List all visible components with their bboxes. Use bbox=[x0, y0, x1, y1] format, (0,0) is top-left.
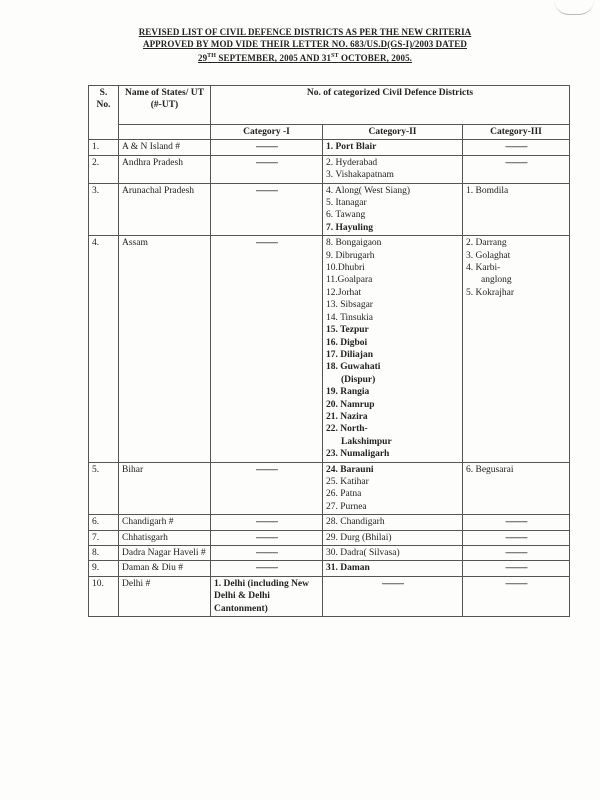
cell-category-1: 1. Delhi (including New Delhi & Delhi Cantonment) bbox=[211, 576, 323, 616]
cell-sno: 7. bbox=[89, 530, 119, 545]
list-item: 24. Barauni bbox=[326, 464, 374, 475]
list-item: 18. Guwahati bbox=[326, 362, 381, 373]
list-item: 21. Nazira bbox=[326, 411, 368, 422]
list-item: 11.Goalpara bbox=[326, 275, 373, 286]
list-item: 27. Purnea bbox=[326, 501, 367, 512]
table-row bbox=[89, 140, 570, 155]
document-title bbox=[90, 26, 520, 64]
list-item: ---------- bbox=[505, 157, 527, 168]
list-item: 2. Darrang bbox=[466, 238, 507, 249]
cell-sno: 8. bbox=[89, 546, 119, 561]
list-item: 3. Vishakapatnam bbox=[326, 170, 394, 181]
cell-state: Bihar bbox=[119, 462, 211, 515]
cell-state: Assam bbox=[119, 236, 211, 462]
cell-sno: 6. bbox=[89, 515, 119, 530]
list-item: ---------- bbox=[505, 532, 527, 543]
table-row bbox=[89, 546, 570, 561]
list-item: 8. Bongaigaon bbox=[326, 238, 382, 249]
cell-category-3 bbox=[463, 155, 570, 183]
list-item: 2. Hyderabad bbox=[326, 157, 378, 168]
cell-category-1: ---------- bbox=[211, 155, 323, 183]
table-row bbox=[89, 155, 570, 183]
cell-category-2 bbox=[323, 515, 463, 530]
header-cat1: Category -I bbox=[211, 125, 323, 140]
list-item: 5. Kokrajhar bbox=[466, 287, 515, 298]
cell-sno: 5. bbox=[89, 462, 119, 515]
corner-scribble bbox=[554, 0, 594, 15]
list-item: 28. Chandigarh bbox=[326, 517, 385, 528]
cell-category-2 bbox=[323, 236, 463, 462]
table-row bbox=[89, 530, 570, 545]
list-item: 7. Hayuling bbox=[326, 222, 373, 233]
cell-category-3 bbox=[463, 462, 570, 515]
list-item: 5. Itanagar bbox=[326, 198, 367, 209]
list-item: (Dispur) bbox=[341, 374, 376, 385]
table-row bbox=[89, 462, 570, 515]
list-item: Lakshimpur bbox=[341, 436, 392, 447]
list-item: ---------- bbox=[381, 578, 404, 589]
cell-state: A & N Island # bbox=[119, 140, 211, 155]
list-item: 6. Tawang bbox=[326, 210, 366, 221]
cell-sno: 9. bbox=[89, 561, 119, 576]
cell-category-2 bbox=[323, 462, 463, 515]
cell-state: Arunachal Pradesh bbox=[119, 183, 211, 236]
header-group: No. of categorized Civil Defence Districts bbox=[211, 86, 570, 125]
list-item: 12.Jorhat bbox=[326, 287, 362, 298]
list-item: 22. North- bbox=[326, 424, 368, 435]
list-item: 1. Port Blair bbox=[326, 142, 377, 153]
cell-state: Chhatisgarh bbox=[119, 530, 211, 545]
header-sno: S. No. bbox=[89, 86, 119, 140]
table-row bbox=[89, 236, 570, 462]
cell-sno: 4. bbox=[89, 236, 119, 462]
title-line-2: APPROVED BY MOD VIDE THEIR LETTER NO. 683/US.D(GS-I)/2003 DATED bbox=[142, 39, 467, 49]
list-item: ---------- bbox=[505, 142, 527, 153]
cell-sno: 10. bbox=[89, 576, 119, 616]
cell-category-3 bbox=[463, 530, 570, 545]
list-item: 29. Durg (Bhilai) bbox=[326, 532, 392, 543]
list-item: 17. Diliajan bbox=[326, 349, 373, 360]
cell-category-3 bbox=[463, 561, 570, 576]
list-item: anglong bbox=[481, 275, 512, 286]
title-line-3: 29TH SEPTEMBER, 2005 AND 31ST OCTOBER, 2005. bbox=[197, 53, 413, 63]
list-item: 15. Tezpur bbox=[326, 325, 369, 336]
list-item: ---------- bbox=[505, 563, 527, 574]
cell-category-1: ---------- bbox=[211, 462, 323, 515]
list-item: ---------- bbox=[505, 578, 527, 589]
cell-sno: 3. bbox=[89, 183, 119, 236]
cell-state: Delhi # bbox=[119, 576, 211, 616]
list-item: 14. Tinsukia bbox=[326, 312, 373, 323]
districts-table bbox=[88, 85, 570, 617]
cell-sno: 1. bbox=[89, 140, 119, 155]
cell-state: Daman & Diu # bbox=[119, 561, 211, 576]
cell-category-1: ---------- bbox=[211, 140, 323, 155]
list-item: 4. Karbi- bbox=[466, 263, 501, 274]
list-item: 4. Along( West Siang) bbox=[326, 185, 411, 196]
list-item: 19. Rangia bbox=[326, 387, 370, 398]
list-item: ---------- bbox=[505, 548, 527, 558]
cell-category-2 bbox=[323, 183, 463, 236]
list-item: 13. Sibsagar bbox=[326, 300, 373, 311]
list-item: 1. Bomdila bbox=[466, 185, 509, 196]
cell-category-2 bbox=[323, 155, 463, 183]
list-item: 25. Katihar bbox=[326, 476, 369, 487]
table-row bbox=[89, 561, 570, 576]
cell-category-1: ---------- bbox=[211, 183, 323, 236]
cell-category-3 bbox=[463, 546, 570, 561]
header-state: Name of States/ UT (#-UT) bbox=[119, 86, 211, 125]
table-row bbox=[89, 576, 570, 616]
cell-category-1: ---------- bbox=[211, 530, 323, 545]
cell-category-3 bbox=[463, 140, 570, 155]
list-item: 3. Golaghat bbox=[466, 250, 511, 261]
list-item: ---------- bbox=[505, 517, 527, 528]
cell-category-3 bbox=[463, 576, 570, 616]
cell-state: Andhra Pradesh bbox=[119, 155, 211, 183]
list-item: 10.Dhubri bbox=[326, 263, 365, 274]
header-cat3: Category-III bbox=[463, 125, 570, 140]
table-row bbox=[89, 183, 570, 236]
list-item: 26. Patna bbox=[326, 489, 362, 500]
cell-category-3 bbox=[463, 236, 570, 462]
cell-category-1: ---------- bbox=[211, 546, 323, 561]
list-item: 9. Dibrugarh bbox=[326, 250, 375, 261]
title-line-1: REVISED LIST OF CIVIL DEFENCE DISTRICTS AS PER THE NEW CRITERIA bbox=[138, 27, 472, 37]
cell-category-3 bbox=[463, 515, 570, 530]
cell-category-2 bbox=[323, 530, 463, 545]
list-item: 23. Numaligarh bbox=[326, 449, 390, 460]
cell-category-2 bbox=[323, 576, 463, 616]
list-item: 30. Dadra( Silvasa) bbox=[326, 548, 400, 558]
table-row bbox=[89, 515, 570, 530]
header-cat2: Category-II bbox=[323, 125, 463, 140]
list-item: 20. Namrup bbox=[326, 399, 375, 410]
cell-category-2 bbox=[323, 561, 463, 576]
list-item: 16. Digboi bbox=[326, 337, 368, 348]
cell-category-2 bbox=[323, 546, 463, 561]
header-state-spacer bbox=[119, 125, 211, 140]
cell-sno: 2. bbox=[89, 155, 119, 183]
cell-category-2 bbox=[323, 140, 463, 155]
cell-state: Dadra Nagar Haveli # bbox=[119, 546, 211, 561]
cell-state: Chandigarh # bbox=[119, 515, 211, 530]
cell-category-1: ---------- bbox=[211, 561, 323, 576]
cell-category-1: ---------- bbox=[211, 236, 323, 462]
list-item: 6. Begusarai bbox=[466, 464, 514, 475]
list-item: 31. Daman bbox=[326, 563, 370, 574]
cell-category-1: ---------- bbox=[211, 515, 323, 530]
cell-category-3 bbox=[463, 183, 570, 236]
